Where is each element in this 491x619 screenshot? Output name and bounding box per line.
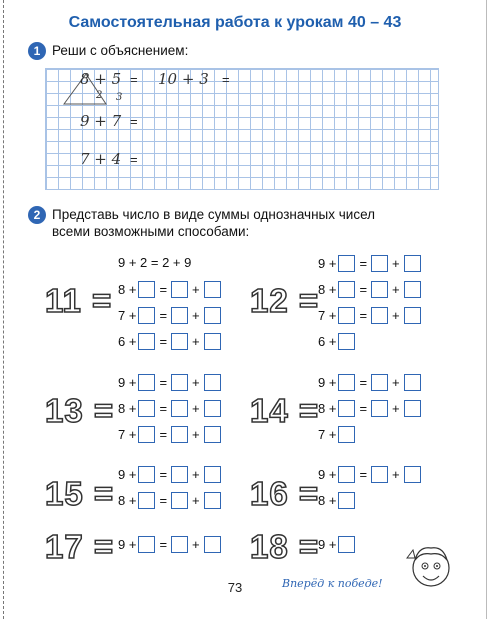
- answer-box[interactable]: [171, 374, 188, 391]
- answer-box[interactable]: [138, 426, 155, 443]
- answer-box[interactable]: [404, 400, 421, 417]
- answer-box[interactable]: [338, 536, 355, 553]
- answer-box[interactable]: [204, 307, 221, 324]
- answer-box[interactable]: [171, 281, 188, 298]
- answer-box[interactable]: [338, 307, 355, 324]
- page-cut-edge: [3, 0, 4, 619]
- number-13: 13 =: [45, 392, 115, 429]
- answer-box[interactable]: [204, 374, 221, 391]
- number-17: 17 =: [45, 528, 115, 565]
- motto-text: Вперёд к победе!: [282, 577, 383, 590]
- eq-15-8: 8 + = +: [118, 492, 223, 509]
- answer-box[interactable]: [171, 400, 188, 417]
- answer-box[interactable]: [204, 536, 221, 553]
- answer-box[interactable]: [138, 492, 155, 509]
- eq-12-8: 8 + = +: [318, 281, 423, 298]
- answer-box[interactable]: [204, 400, 221, 417]
- answer-box[interactable]: [371, 307, 388, 324]
- eq-17-9: 9 + = +: [118, 536, 223, 553]
- answer-box[interactable]: [371, 466, 388, 483]
- number-18: 18 =: [250, 528, 320, 565]
- answer-box[interactable]: [171, 466, 188, 483]
- answer-box[interactable]: [204, 466, 221, 483]
- answer-box[interactable]: [338, 333, 355, 350]
- task1-split-right: 3: [116, 92, 123, 103]
- answer-box[interactable]: [338, 281, 355, 298]
- answer-box[interactable]: [404, 281, 421, 298]
- answer-box[interactable]: [138, 333, 155, 350]
- eq-11-7: 7 + = +: [118, 307, 223, 324]
- task1-split-left: 2: [96, 90, 103, 101]
- answer-box[interactable]: [404, 255, 421, 272]
- answer-box[interactable]: [138, 400, 155, 417]
- answer-box[interactable]: [338, 255, 355, 272]
- answer-box[interactable]: [171, 536, 188, 553]
- task1-row3-expression: 7 + 4: [80, 150, 122, 168]
- task-1-instruction: Реши с объяснением:: [52, 43, 189, 58]
- page-title: Самостоятельная работа к урокам 40 – 43: [68, 14, 402, 31]
- eq-11-example: 9 + 2 = 2 + 9: [118, 255, 192, 270]
- eq-16-9: 9 + = +: [318, 466, 423, 483]
- page-right-edge: [486, 0, 487, 619]
- task-2-number: 2: [28, 206, 46, 224]
- task1-row2-expression: 9 + 7: [80, 112, 122, 130]
- task1-row1-expression: 8 + 5: [80, 70, 122, 88]
- eq-13-7: 7 + = +: [118, 426, 223, 443]
- answer-box[interactable]: [338, 400, 355, 417]
- answer-box[interactable]: [404, 374, 421, 391]
- answer-box[interactable]: [371, 400, 388, 417]
- eq-14-9: 9 + = +: [318, 374, 423, 391]
- answer-box[interactable]: [204, 333, 221, 350]
- answer-box[interactable]: [138, 536, 155, 553]
- task-2-instruction-line2: всеми возможными способами:: [52, 224, 250, 239]
- task1-row3-equals: =: [130, 152, 138, 167]
- answer-box[interactable]: [138, 466, 155, 483]
- answer-box[interactable]: [171, 307, 188, 324]
- task1-row1-equals: =: [130, 72, 138, 87]
- answer-box[interactable]: [371, 255, 388, 272]
- eq-12-6: 6 +: [318, 333, 357, 350]
- task1-row1-answer: 10 + 3: [158, 70, 209, 88]
- answer-box[interactable]: [338, 466, 355, 483]
- answer-box[interactable]: [171, 333, 188, 350]
- eq-11-8: 8 + = +: [118, 281, 223, 298]
- answer-box[interactable]: [338, 374, 355, 391]
- eq-13-9: 9 + = +: [118, 374, 223, 391]
- number-15: 15 =: [45, 475, 115, 512]
- eq-16-8: 8 +: [318, 492, 357, 509]
- answer-box[interactable]: [371, 374, 388, 391]
- number-16: 16 =: [250, 475, 320, 512]
- answer-box[interactable]: [138, 374, 155, 391]
- task1-row2-equals: =: [130, 114, 138, 129]
- answer-box[interactable]: [204, 492, 221, 509]
- answer-box[interactable]: [204, 281, 221, 298]
- answer-box[interactable]: [138, 307, 155, 324]
- answer-box[interactable]: [371, 281, 388, 298]
- answer-box[interactable]: [404, 466, 421, 483]
- page-number: 73: [227, 580, 243, 595]
- eq-14-8: 8 + = +: [318, 400, 423, 417]
- eq-11-6: 6 + = +: [118, 333, 223, 350]
- eq-12-7: 7 + = +: [318, 307, 423, 324]
- number-12: 12 =: [250, 282, 320, 319]
- eq-12-9: 9 + = +: [318, 255, 423, 272]
- answer-box[interactable]: [138, 281, 155, 298]
- eq-18-9: 9 +: [318, 536, 357, 553]
- answer-box[interactable]: [171, 426, 188, 443]
- answer-box[interactable]: [338, 426, 355, 443]
- answer-box[interactable]: [204, 426, 221, 443]
- task-2-instruction-line1: Представь число в виде суммы однозначных чисел: [52, 207, 376, 222]
- answer-box[interactable]: [338, 492, 355, 509]
- answer-box[interactable]: [171, 492, 188, 509]
- number-14: 14 =: [250, 392, 320, 429]
- answer-box[interactable]: [404, 307, 421, 324]
- eq-13-8: 8 + = +: [118, 400, 223, 417]
- task1-row1-equals-2: =: [222, 72, 230, 87]
- eq-14-7: 7 +: [318, 426, 357, 443]
- number-11: 11 =: [45, 282, 113, 319]
- eq-15-9: 9 + = +: [118, 466, 223, 483]
- task-1-number: 1: [28, 42, 46, 60]
